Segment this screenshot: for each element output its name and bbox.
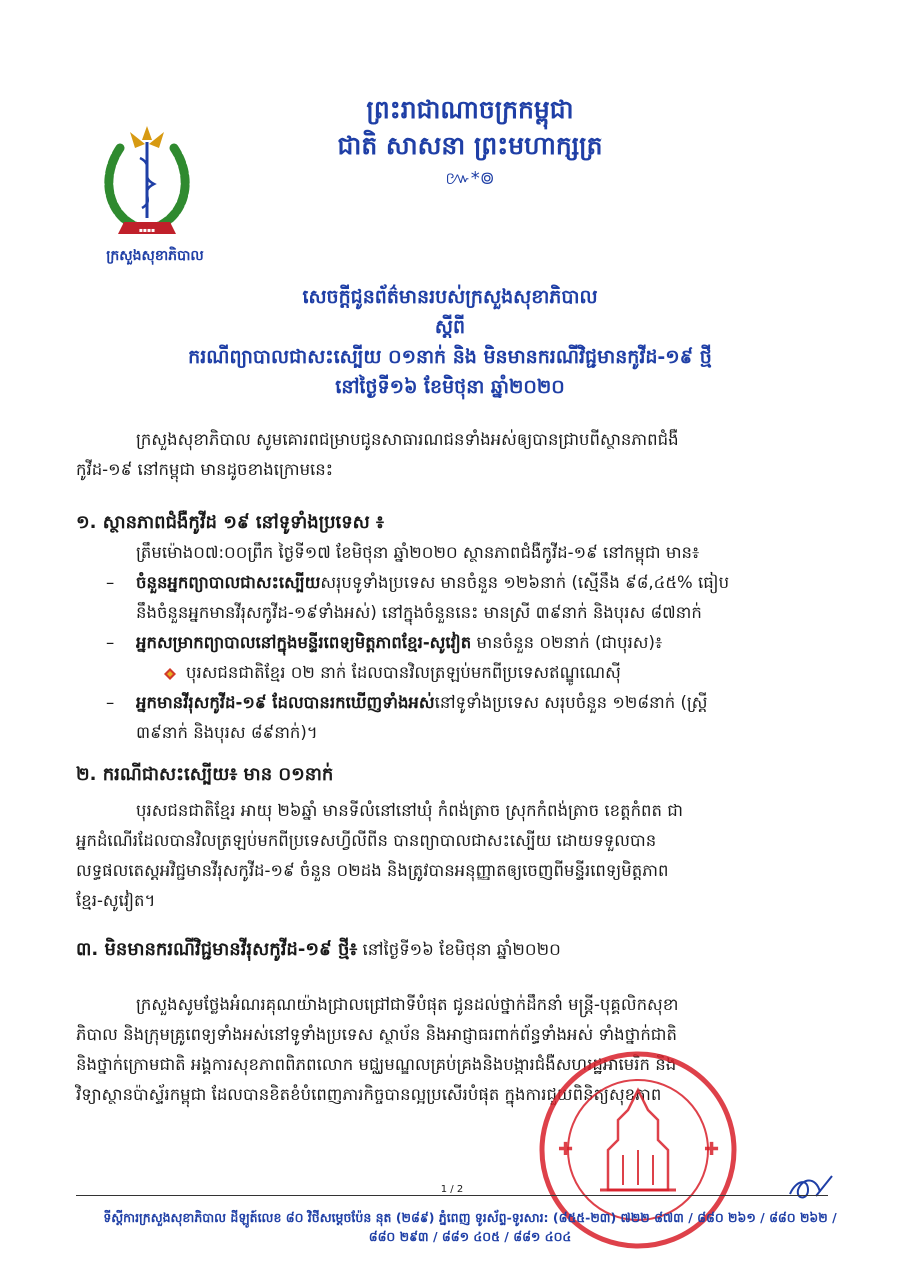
svg-text:✚: ✚ [558, 1139, 574, 1160]
footer-divider [76, 1195, 828, 1196]
section-1-lead: ត្រឹមម៉ោង០៧:០០ព្រឹក ថ្ងៃទី១៧ ខែមិថុនា ឆ្នាំ២០២០ ស្ថានភាពជំងឺកូវីដ-១៩ នៅកម្ពុជា មាន៖ [136, 543, 700, 562]
dash-bullet: – [106, 633, 115, 652]
title-line-1: សេចក្តីជូនព័ត៌មានរបស់ក្រសួងសុខាភិបាល [302, 286, 598, 308]
title-line-3: ករណីព្យាបាលជាសះស្បើយ ០១នាក់ និង មិនមានករណីវិជ្ជមានកូវីដ-១៩ ថ្មី [188, 346, 712, 368]
section-2-line-2: អ្នកដំណើរដែលបានវិលត្រឡប់មកពីប្រទេសហ្វីលីពីន បានព្យាបាលជាសះស្បើយ ដោយទទួលបាន [76, 831, 657, 850]
section-1-heading: ១. ស្ថានភាពជំងឺកូវីដ ១៩ នៅទូទាំងប្រទេស ៖ [76, 512, 384, 533]
section-3 [76, 935, 836, 965]
section-3-heading: ៣. មិនមានករណីវិជ្ជមានវីរុសកូវីដ-១៩ ថ្មី៖ [76, 939, 358, 960]
ministry-logo [90, 118, 205, 243]
sub-bullet-text: បុរសជនជាតិខ្មែរ ០២ នាក់ ដែលបានវិលត្រឡប់មកពីប្រទេសឥណ្ឌូណេស៊ី [186, 663, 621, 682]
ornament: ៚*៙ [445, 168, 495, 189]
kingdom-line-1: ព្រះរាជាណាចក្រកម្ពុជា [366, 95, 574, 124]
title-line-2: ស្តីពី [434, 316, 466, 338]
section-3-text: នៅថ្ងៃទី១៦ ខែមិថុនា ឆ្នាំ២០២០ [357, 940, 561, 959]
closing-line-1: ក្រសួងសូមថ្លែងអំណរគុណយ៉ាងជ្រាលជ្រៅជាទីបំផុត ជូនដល់ថ្នាក់ដឹកនាំ មន្ត្រី-បុគ្គលិកសុខា [136, 995, 679, 1014]
intro-line-1: ក្រសួងសុខាភិបាល សូមគោរពជម្រាបជូនសាធារណជនទាំងអស់ឲ្យបានជ្រាបពីស្ថានភាពជំងឺ [136, 430, 679, 449]
bullet-hospitalized-label: អ្នកសម្រាកព្យាបាលនៅក្នុងមន្ទីរពេទ្យមិត្តភាពខ្មែរ-សូវៀត [136, 633, 472, 652]
document-title [150, 282, 750, 402]
section-2-line-1: បុរសជនជាតិខ្មែរ អាយុ ២៦ឆ្នាំ មានទីលំនៅនៅឃុំ កំពង់ត្រាច ស្រុកកំពង់ត្រាច ខេត្តកំពត ជា [136, 801, 683, 820]
sub-bullet [76, 658, 836, 688]
section-2-line-3: លទ្ធផលតេស្តអវិជ្ជមានវីរុសកូវីដ-១៩ ចំនួន ០២ដង និងត្រូវបានអនុញ្ញាតឲ្យចេញពីមន្ទីរពេទ្យមិត្តភាព [76, 861, 669, 880]
intro-paragraph [76, 425, 836, 485]
section-2-heading: ២. ករណីជាសះស្បើយ៖ មាន ០១នាក់ [76, 764, 334, 785]
svg-text:✚: ✚ [704, 1139, 720, 1160]
closing-line-4: វិទ្យាស្ថានប៉ាស្ទ័រកម្ពុជា ដែលបានខិតខំបំពេញភារកិច្ចបានល្អប្រសើរបំផុត ក្នុងការជួយពិនិត្យសុខភាព [76, 1085, 662, 1104]
kingdom-line-2: ជាតិ សាសនា ព្រះមហាក្សត្រ [337, 131, 603, 160]
svg-text:▪▪▪▪: ▪▪▪▪ [138, 227, 156, 234]
section-2 [76, 760, 836, 916]
bullet-total-cases [76, 688, 836, 718]
bullet-recovered-cont: នឹងចំនួនអ្នកមានវីរុសកូវីដ-១៩ទាំងអស់) នៅក្នុងចំនួននេះ មានស្រី ៣៩នាក់ និងបុរស ៨៧នាក់ [136, 603, 702, 622]
bullet-recovered-label: ចំនួនអ្នកព្យាបាលជាសះស្បើយ [136, 573, 321, 592]
section-1 [76, 508, 836, 748]
bullet-recovered [76, 568, 836, 598]
page-number: 1 / 2 [440, 1184, 464, 1195]
dash-bullet: – [106, 693, 115, 712]
ministry-label: ក្រសួងសុខាភិបាល [106, 248, 204, 264]
bullet-hospitalized-text: មានចំនួន ០២នាក់ (ជាបុរស)៖ [471, 633, 663, 652]
bullet-recovered-text: សរុបទូទាំងប្រទេស មានចំនួន ១២៦នាក់ (ស្មើនឹង ៩៨,៤៥% ធៀប [320, 573, 730, 592]
title-line-4: នៅថ្ងៃទី១៦ ខែមិថុនា ឆ្នាំ២០២០ [335, 376, 565, 398]
bullet-hospitalized [76, 628, 836, 658]
bullet-total-text: នៅទូទាំងប្រទេស សរុបចំនួន ១២៨នាក់ (ស្ត្រី [434, 693, 708, 712]
kingdom-header [300, 92, 640, 164]
closing-line-3: និងថ្នាក់ក្រោមជាតិ អង្គការសុខភាពពិភពលោក មជ្ឈមណ្ឌលគ្រប់គ្រងនិងបង្ការជំងឺសហរដ្ឋអាមេរិក និង [76, 1055, 677, 1074]
footer-address: ទីស្តីការក្រសួងសុខាភិបាល ដីឡូត៍លេខ ៨០ វិថីសម្តេចប៉ែន នុត (២៨៩) ភ្នំពេញ ទូរស័ព្ទ-ទូរសារ: (៨៥៥-២៣) ៧២២ ៨៧៣ / ៨៨០ ២៦១ / ៨៨០ ២៦២ / ៨៨០ ២៩៣ / ៨៨១ ៤០៥ / ៨៨១ ៤០៤ [103, 1210, 837, 1244]
intro-line-2: កូវីដ-១៩ នៅកម្ពុជា មានដូចខាងក្រោមនេះ [76, 460, 334, 479]
bullet-total-label: អ្នកមានវីរុសកូវីដ-១៩ ដែលបានរកឃើញទាំងអស់ [136, 693, 435, 712]
dash-bullet: – [106, 573, 115, 592]
closing-line-2: ភិបាល និងក្រុមគ្រូពេទ្យទាំងអស់នៅទូទាំងប្រទេស ស្ថាប័ន និងអាជ្ញាធរពាក់ព័ន្ធទាំងអស់ ទាំងថ្នាក់ជាតិ [76, 1025, 677, 1044]
section-2-line-4: ខ្មែរ-សូវៀត។ [76, 891, 156, 910]
diamond-bullet-icon [164, 668, 176, 680]
bullet-total-cont: ៣៩នាក់ និងបុរស ៨៩នាក់)។ [136, 723, 318, 742]
